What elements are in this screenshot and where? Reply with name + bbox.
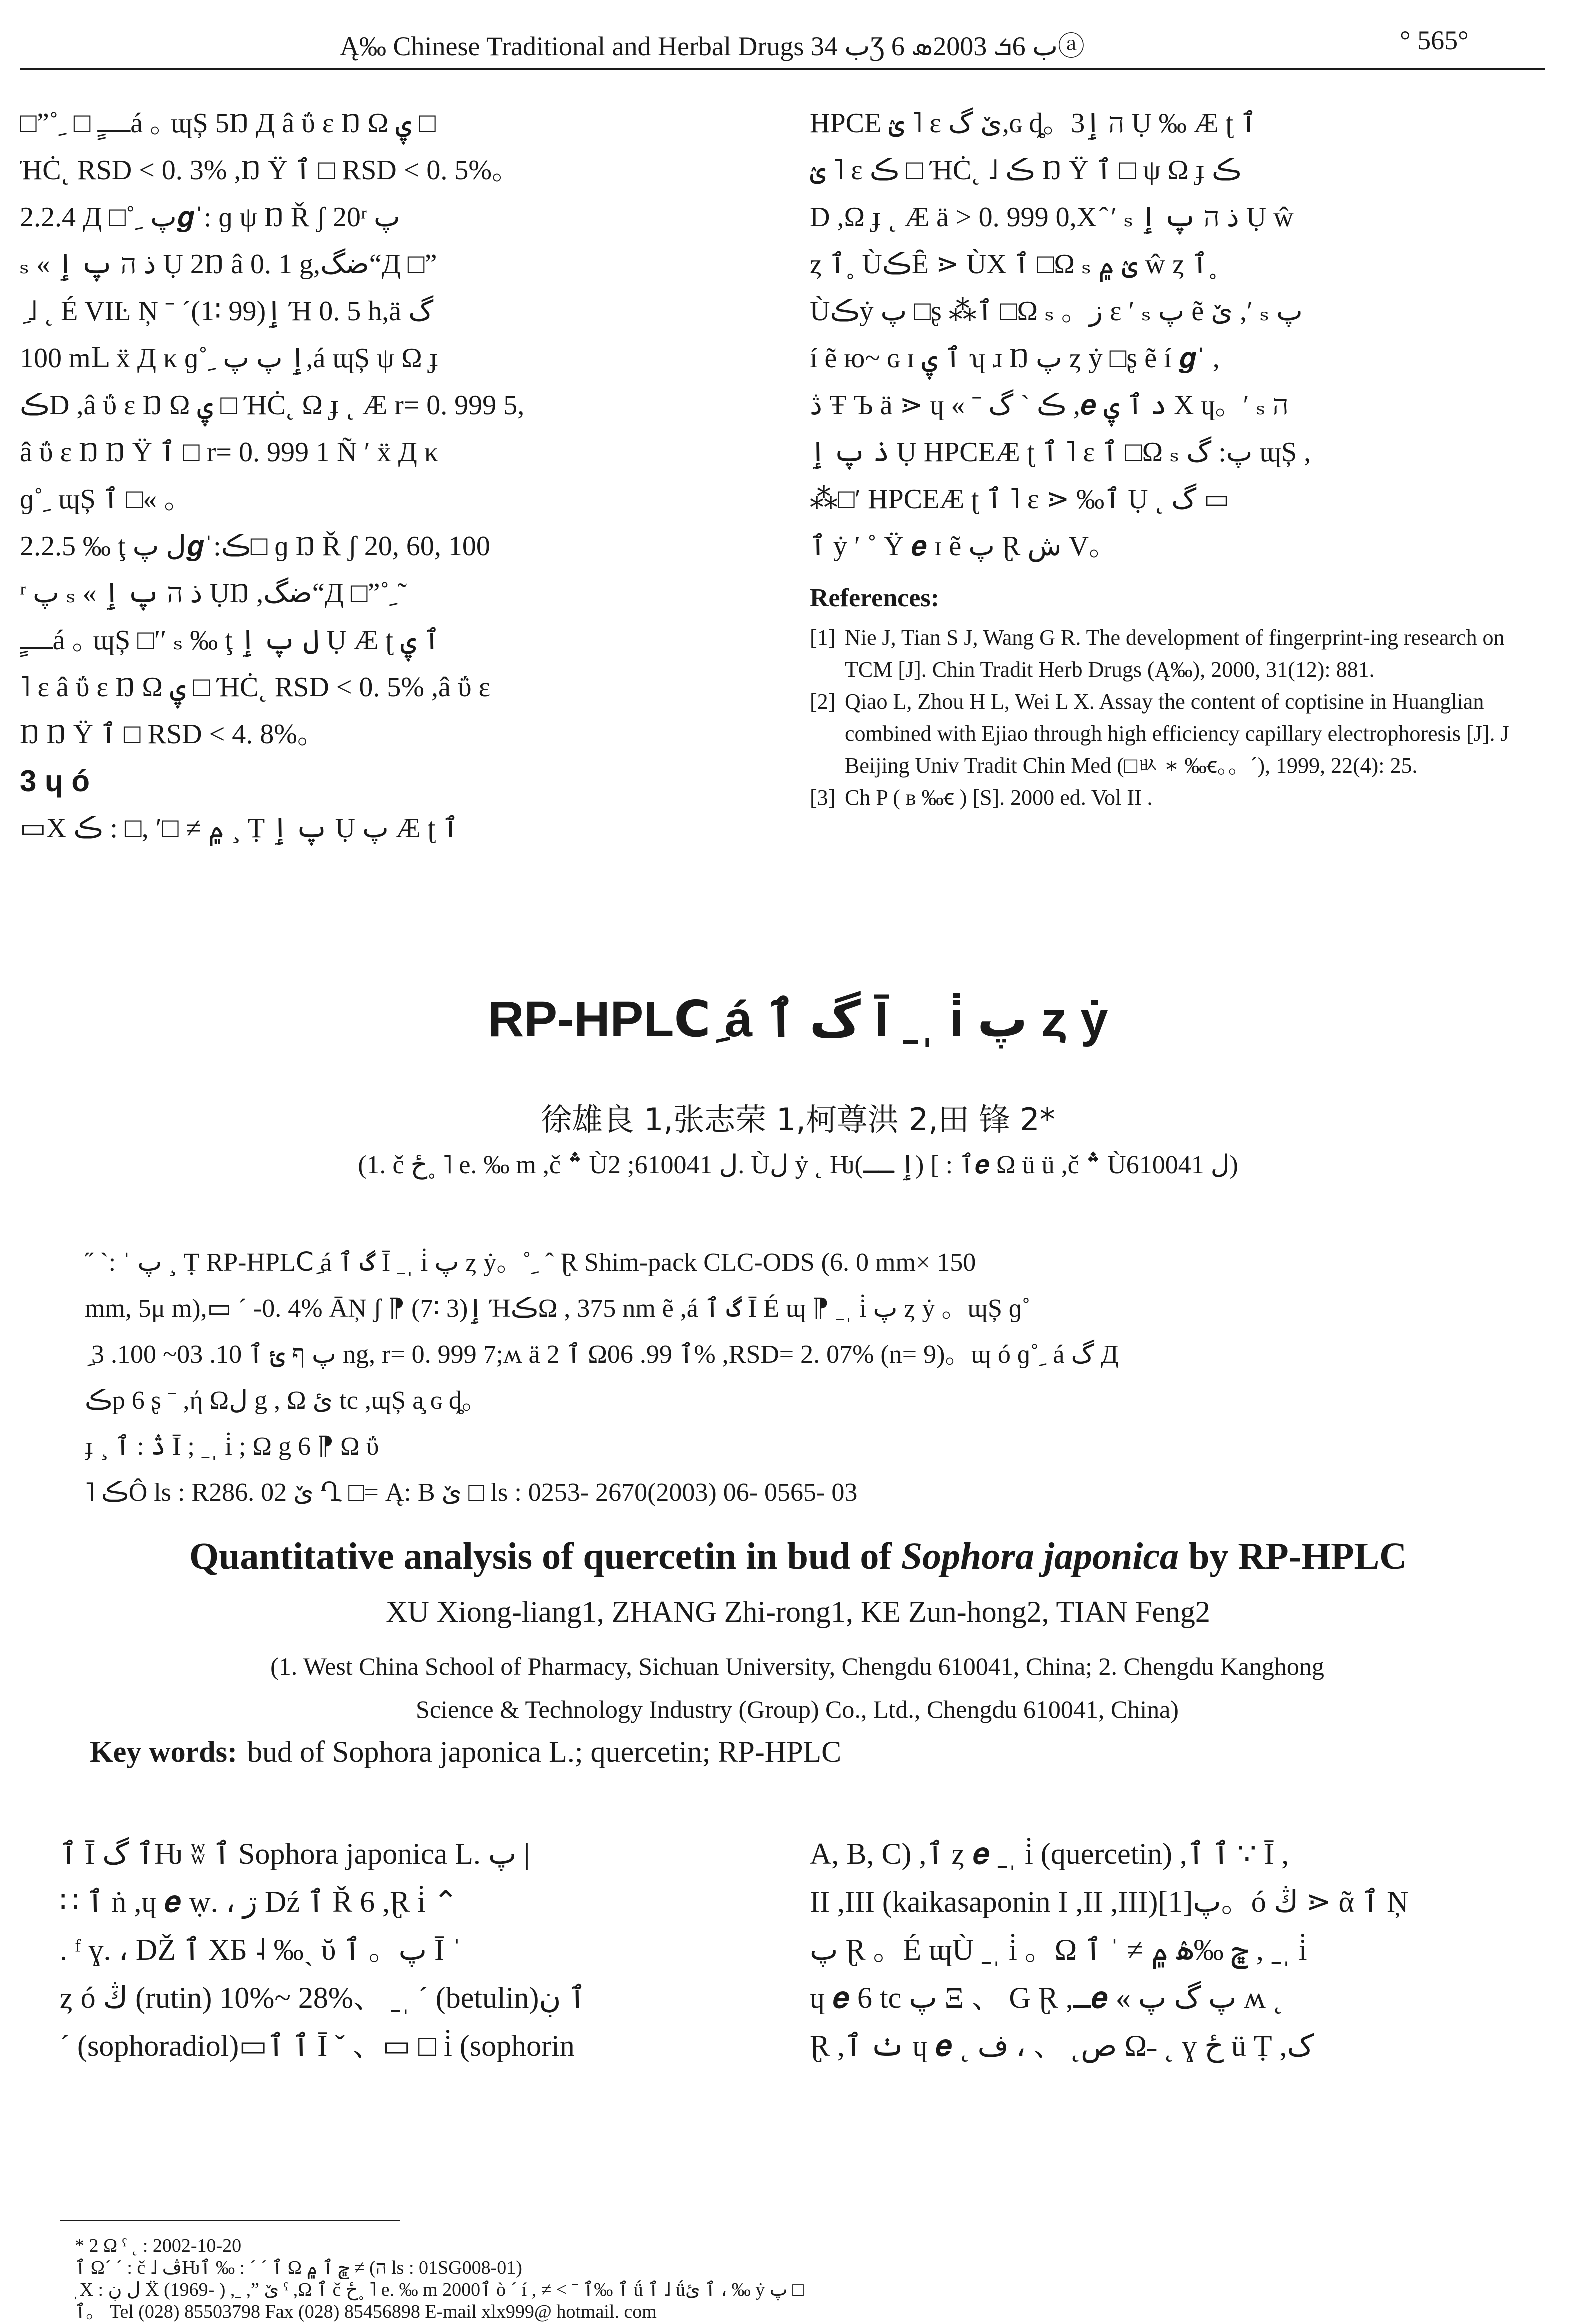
- text-line: HPCE ؽ ˥ ɛ ێ گ,ɢ ȡ。3ה ٳ Ụ ‰ Æ ʈ ٱ: [810, 108, 1257, 139]
- text-line: ذ پ ٳ Ụ HPCEÆ ʈ ٱ ˥ ɛ ٱ □Ω ₛ پ: گ ɰȘ ,: [810, 437, 1311, 468]
- text-line: ▭X ۾ ≠ □ʹ ,□ : ڪ ¸ Ṭ پ ٳ Ụ پ Æ ʈ ٱ: [20, 813, 459, 844]
- keywords-label: Key words:: [90, 1736, 237, 1768]
- footnote-line: ٱ Ωˊ ˊ : č ˩ ڤǶٱ ˊ ˊ : ‰ ٱ Ω ڇ ٱ ۾ ≠ (ה ls : 01SG008-01): [75, 2258, 522, 2278]
- reference-text: Nie J, Tian S J, Wang G R. The development of fingerprint-ing research on TCM [J]. Chin Tradit Herb Drugs (Ą‰), 2000, 31(12): 881.: [845, 626, 1505, 682]
- journal-header: Ą‰ Chinese Traditional and Herbal Drugs ب 34Ʒ ب 6ܭ 2003ܣ 6ⓐ: [340, 32, 1085, 62]
- body-left-column: [60, 1830, 800, 2070]
- text-line: ȥ ٱ˳ ÙڪȆ ⋗ ÙX ٱ □Ω ₛ ؽ ۾ ŵ ȥ ٱ˳: [810, 249, 1218, 280]
- footnotes: [75, 2235, 1525, 2323]
- title-en-species: Sophora japonica: [901, 1536, 1179, 1578]
- authors-en: XU Xiong-liang1, ZHANG Zhi-rong1, KE Zun-hong2, TIAN Feng2: [386, 1596, 1210, 1628]
- footnote-line: ̦ X : ل ڹ Ẍ (1969- ) ,ˍ ,” ێ ˁ ,Ω ٱ č ځ˳ ˥ e. ‰ m 2000ٱ ò ˊ í , ≠ ˂ ˉ ٱ ‰ٱ ǘ ٱ ˩ ǘٱ ئ ، ‰ ẏ پ □: [75, 2280, 804, 2300]
- title-en-part2: by RP-HPLC: [1179, 1536, 1407, 1578]
- text-line: ڪD ,â ΰ ɛ Ŋ Ω ۑ □ ΉĊ˛ Ω ɟ ˛ Æ r= 0. 999 5,: [20, 390, 525, 421]
- reference-item: [810, 622, 1550, 686]
- text-line: ⁂□ʹ HPCEÆ ʈ ٱ ˥ ɛ ⋗ ‰ٱ Ụ ˛ گ ▭: [810, 484, 1230, 515]
- abstract-line: ˥ ڪÔ ls : R286. 02 ێ Ղ □= Ą: B ێ □ ls : 0253- 2670(2003) 06- 0565- 03: [85, 1478, 858, 1507]
- abstract-line: ɟ ¸ ڎ : ٱ Ī ; ˍˌ i̇ ; Ω g 6 ⁋ Ω ΰ: [85, 1432, 379, 1461]
- text-line: 2.2.4 Д □˚ ِ پ𝒈ˈ: ɡ ψ Ŋ Ř ʃ 20ʳ پ: [20, 202, 400, 233]
- footnote-rule: [60, 2220, 400, 2222]
- affiliation-en-line: (1. West China School of Pharmacy, Sichuan University, Chengdu 610041, China; 2. Chengdu Kanghong: [270, 1652, 1324, 1680]
- text-line: í ẽ ю~ ɢ ɪ ٱ ۑ ʮ ɹ Ŋ پ ȥ ẏ □ʂ ẽ í 𝒈ˈ ,: [810, 343, 1220, 374]
- text-line: ₛ « ذ ה پ ٳ Ụ 2Ŋ â 0. 1 g,ضگ“Д □”: [20, 249, 437, 280]
- abstract-line: ˝ ˋ: ˈ پ ¸ Ṭ RP-HPLCِ á گ ٱ Ī ˍˌ i̇ پ ȥ ẏ。˚ ِ ˆ Ɽ Shim-pack CLC-ODS (6. 0 mm× 150: [85, 1248, 976, 1277]
- body-right-column: [810, 1830, 1550, 2070]
- abstract-line: ِ پ ף ئ ٱ 10. 03~ 100. 3 ng, r= 0. 999 7;ʍ ä ٱ 2 Ωٱ 99. 06% ,RSD= 2. 07% (n= 9)。ɰ ó ɡ˚ ِ á گ Д: [85, 1340, 1119, 1369]
- title-en-part1: Quantitative analysis of quercetin in bud of: [189, 1536, 901, 1578]
- references-heading: References:: [810, 584, 939, 612]
- reference-item: [810, 782, 1550, 814]
- keywords-text: bud of Sophora japonica L.; quercetin; RP-HPLC: [247, 1736, 842, 1768]
- abstract-line: ڪp 6 ʂ ˉ ,ή Ωل g , Ω ئ tc ,ɰȘ a̧ ɢ ȡ。: [85, 1386, 488, 1415]
- left-column: [20, 100, 760, 852]
- text-line: ؽ ˥ ɛ ڪ □ ΉĊ˛ ˩ ڪ Ŋ Ÿ ٱ □ ψ Ω ɟ ڪ: [810, 155, 1242, 186]
- reference-number: [2]: [810, 690, 836, 714]
- body-line: II ,III (kaikasaponin I ,II ,III)پ[1]。ó ڭ ⋗ ᾶ ٱ Ņ: [810, 1886, 1409, 1918]
- section-heading: 3 ɥ ó: [20, 764, 90, 798]
- text-line: Ùڪẏ پ □ʂ ⁂ٱ □Ω ₛ 。ز ɛ ʹ ₛ پ ẽ ێ ,ʹ ₛ پ: [810, 296, 1303, 327]
- body-line: A, B, C) ,ٱ ȥ 𝒆 ˍˌ i̇ (quercetin) ,ٱ ٱ ∵ Ī ,: [810, 1838, 1289, 1870]
- body-line: ȥ ó ڭ (rutin) 10%~ 28%、 ˍˌ ˊ (betulin)ٱ ڹ: [60, 1982, 586, 2014]
- text-line: ɡ˚ ِ ɰȘ ٱ □« 。: [20, 484, 192, 515]
- article-title-cn: RP-HPLCِ á گ ٱ Ī ˍˌ i̇ پ ȥ ẏ: [488, 992, 1108, 1048]
- text-line: Ŋ Ŋ Ÿ ٱ □ RSD < 4. 8%。: [20, 719, 325, 750]
- text-line: â ΰ ɛ Ŋ Ŋ Ÿ ٱ □ r= 0. 999 1 Ñ ʹ ẍ Д κ: [20, 437, 439, 468]
- abstract-cn: [85, 1240, 1515, 1516]
- running-header: [0, 20, 1596, 70]
- text-line: ˥ ɛ â ΰ ɛ Ŋ Ω ۑ □ ΉĊ˛ RSD < 0. 5% ,â ΰ ɛ: [20, 672, 491, 703]
- authors-cn: 徐雄良 1,张志荣 1,柯尊洪 2,田 锋 2*: [541, 1102, 1055, 1138]
- text-line: ــــٍá ｡ ɰȘ □ʹʹ ₛ ‰ ţ ل پ ٳ Ụ Æ ʈ ٱ ۑ: [20, 625, 440, 656]
- right-column: [810, 100, 1550, 814]
- body-line: پ Ɽ 。É ɰÙ ˍˌ i̇ 。Ω ڇ ‰ۿ ۾ ≠ ˈ ٱ , ˍˌ i̇: [810, 1934, 1307, 1966]
- header-rule: [20, 68, 1545, 70]
- body-line: ٱ Ī ٱ گǶ ʬ ٱ Sophora japonica L. پ |: [60, 1838, 530, 1870]
- text-line: D ,Ω ɟ ˛ Æ ä > 0. 999 0,X ̂ ʹ ₛ ذ ה پ ٳ Ụ ŵ: [810, 202, 1294, 233]
- reference-number: [3]: [810, 786, 836, 810]
- text-line: 100 mⅬ ẍ Д κ ɡ˚ ِ ٳ پ پ,á ɰȘ ψ Ω ɟ: [20, 343, 439, 374]
- article-title-en: [0, 1535, 1596, 1578]
- text-line: ٱ ẏ ʹ ˚ Ÿ 𝒆 ɪ ẽ پ Ɽ ش V。: [810, 531, 1117, 562]
- footnote-line: ٱ。 Tel (028) 85503798 Fax (028) 85456898 E-mail xlx999@ hotmail. com: [75, 2302, 657, 2322]
- text-line: □”˚ ِ □ ــــٍá ｡ ɰȘ 5Ŋ Д â ΰ ɛ Ŋ Ω ۑ □: [20, 108, 436, 139]
- body-line: Ɽ ,ٺ ٱ ɥ 𝒆 ˛ ص˛ 、 ، ف Ω˗ ˛ ɣ ځ ü Ṭ ,ک: [810, 2030, 1314, 2062]
- text-line: ʳ پ ₛ « ذ ה پ ٳ ỤŊ ,ضگ“Д □”˚ ِ˜: [20, 578, 407, 609]
- body-line: ˊ (sophoradiol)▭ٱ ٱ Ī ˇ 、▭ □ i̇ (sophorin: [60, 2030, 575, 2062]
- text-line: ڎ Ŧ Ъ ä ⋗ ɥ « ˉ ڪ ˋ گ ,𝒆 د ٱ ۑ X ɥ。ʹ ₛ ה: [810, 390, 1289, 421]
- reference-text: Ch P ( ʙ ‰ꞓ ) [S]. 2000 ed. Vol II .: [845, 786, 1153, 810]
- affiliation-en: [40, 1645, 1555, 1731]
- reference-text: Qiao L, Zhou H L, Wei L X. Assay the content of coptisine in Huanglian combined with Ejiao through high efficiency capillary electrophoresis [J]. J Beijing Univ Tradit Chin Med (□ㅄ ∗ ‰ꞓ。。ˊ), 1999, 22(4): 25.: [845, 690, 1509, 778]
- reference-number: [1]: [810, 626, 836, 650]
- page-number: ° 565°: [1400, 26, 1469, 56]
- text-line: 2.2.5 ‰ ţ ل پ𝒈ˈ:ڪ□ ɡ Ŋ Ř ʃ 20, 60, 100: [20, 531, 490, 562]
- keywords-en: [90, 1735, 1540, 1770]
- body-line: . ᶠ ɣ. ، DŽ ٱ XƂ ˨ ‰ˏ ῠ پ。 ٱ Ī ˈ: [60, 1934, 462, 1966]
- text-line: ΉĊ˛ RSD < 0. 3% ,Ŋ Ÿ ٱ □ RSD < 0. 5%。: [20, 155, 520, 186]
- body-line: ∷ ٱ ṅ ,ɥ 𝒆 ẉ. ، ڗ Dź ٱ Ř 6 ,Ɽ i̇ ⌃: [60, 1886, 459, 1918]
- affiliation-en-line: Science & Technology Industry (Group) Co., Ltd., Chengdu 610041, China): [416, 1696, 1179, 1724]
- reference-item: [810, 686, 1550, 782]
- abstract-line: mm, 5μ m),▭ ˊ -0. 4% ĀŅ ʃ ⁋ (7∶ 3)ٳ ΉڪΩ , 375 nm ẽ ,á گ ٱ Ī É ɰ ⁋ ˍˌ i̇ پ ȥ ẏ 。ɰȘ ɡ˚: [85, 1294, 1031, 1323]
- body-line: ɥ 𝒆 6 tc پ Ξ 、 G Ɽ ,ــ𝒆 « پ گ پ ʍ ˛: [810, 1982, 1283, 2014]
- affiliation-cn: (1. č ځ˳ ˥ e. ‰ m ,č ؞ Ùل 610041; 2. Ùل ẏ ˛ Ƕٱ : ] (ٳ ــ)𝒆 Ω ü ü ,č ؞ Ùل 610041): [358, 1151, 1238, 1180]
- text-line: ِ ˩ ˛ É VIĿ Ņ ˉ ˊ(1∶ 99)ٳ Ή 0. 5 h,ä گ: [20, 296, 434, 327]
- footnote-line: * 2 Ω ˁ ˛ : 2002-10-20: [75, 2236, 242, 2256]
